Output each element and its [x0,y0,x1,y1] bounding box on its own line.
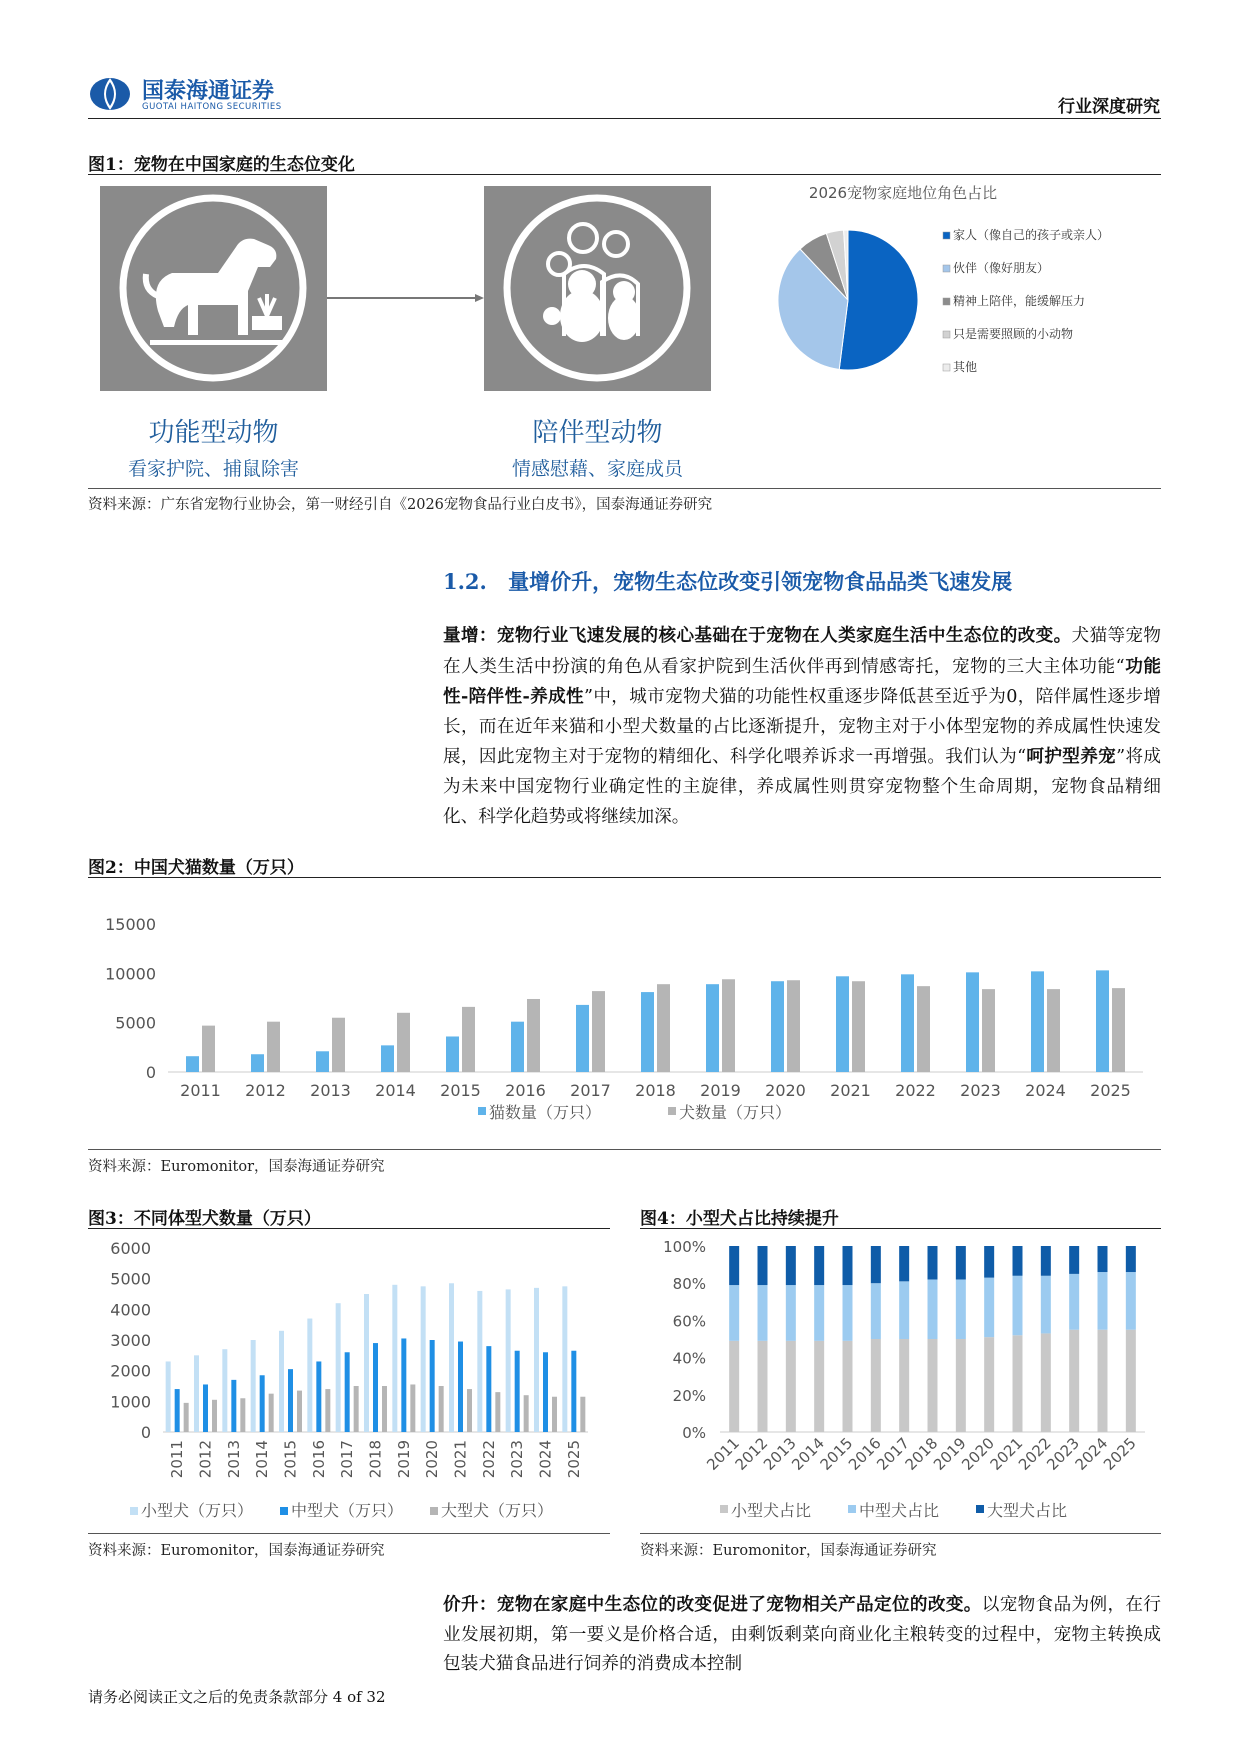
pie-legend-swatch [943,364,950,371]
stacked-bar-segment [814,1246,824,1285]
bar [1031,971,1044,1072]
y-tick-label: 4000 [110,1300,151,1320]
bar [552,1397,557,1432]
x-tick-label: 2022 [1014,1434,1055,1474]
x-tick-label: 2025 [1099,1434,1140,1474]
x-tick-label: 2018 [366,1440,385,1479]
fig2-title-divider [88,877,1161,878]
fig3-title-divider [88,1228,610,1229]
x-tick-label: 2017 [338,1440,357,1479]
legend-swatch [848,1505,856,1513]
stacked-bar-segment [1013,1246,1023,1276]
x-tick-label: 2011 [168,1440,187,1479]
logo [88,72,358,116]
family-pets-icon [484,186,711,391]
stacked-bar-segment [1126,1246,1136,1272]
bar [917,986,930,1072]
stacked-bar-segment [1126,1272,1136,1330]
paragraph-volume-lead: 量增：宠物行业飞速发展的核心基础在于宠物在人类家庭生活中生态位的改变。 [443,625,1072,646]
legend-label: 中型犬（万只） [291,1501,404,1520]
stacked-bar-segment [758,1341,768,1432]
bar [458,1342,463,1432]
bar [194,1355,199,1432]
stacked-bar-segment [1098,1272,1108,1330]
bar [467,1389,472,1432]
x-tick-label: 2021 [830,1081,871,1100]
fig4-title: 图4：小型犬占比持续提升 [640,1209,839,1229]
section-number: 1.2. [443,569,487,594]
x-tick-label: 2019 [700,1081,741,1100]
x-tick-label: 2011 [180,1081,221,1100]
pie-legend-label: 只是需要照顾的小动物 [953,327,1074,341]
bar [202,1026,215,1072]
legend-swatch [430,1507,438,1515]
stacked-bar-segment [1098,1246,1108,1272]
x-tick-label: 2016 [844,1434,885,1474]
legend-label: 猫数量（万只） [489,1103,602,1122]
x-tick-label: 2017 [570,1081,611,1100]
bar [203,1384,208,1432]
bar [1096,970,1109,1072]
paragraph-price [443,1590,1161,1680]
legend-swatch [478,1107,486,1115]
y-tick-label: 3000 [110,1331,151,1350]
bar [186,1056,199,1072]
bar [260,1375,265,1432]
paragraph-volume-bold-1: 功能性-陪伴性-养成性 [443,655,1161,708]
bar [511,1022,524,1072]
x-tick-label: 2022 [895,1081,936,1100]
stacked-bar-segment [1041,1333,1051,1432]
fig1-source-divider [88,488,1161,489]
pie-legend-swatch [943,232,950,239]
legend-swatch [130,1507,138,1515]
bar [401,1338,406,1432]
bar [421,1286,426,1432]
stacked-bar-segment [1069,1274,1079,1330]
paragraph-volume-bold-2: 呵护型养宠 [1026,746,1117,768]
bar [722,979,735,1072]
stacked-bar-segment [1041,1246,1051,1276]
bar [852,981,865,1072]
bar [382,1386,387,1432]
fig4-source: 资料来源：Euromonitor，国泰海通证券研究 [640,1543,937,1559]
logo-icon [88,72,134,116]
pie-legend-swatch [943,298,950,305]
paragraph-volume [443,621,1161,832]
paragraph-volume-text-2: ”中，城市宠物犬猫的功能性权重逐步降低甚至近乎为0，陪伴属性逐步增长，而在近年来猫和小型犬数量的占比逐渐提升，宠物主对于小体型宠物的养成属性快速发展，因此宠物主对于宠物的精细化、科学化喂养诉求一再增强。我们认为“ [443,687,1161,768]
legend-swatch [976,1505,984,1513]
fig2-source: 资料来源：Euromonitor，国泰海通证券研究 [88,1159,385,1175]
stacked-bar-segment [786,1341,796,1432]
stacked-bar-segment [984,1246,994,1278]
bar [267,1022,280,1072]
bar [1047,989,1060,1072]
legend-swatch [668,1107,676,1115]
legend-swatch [280,1507,288,1515]
y-tick-label: 6000 [110,1239,151,1258]
stacked-bar-segment [984,1278,994,1338]
x-tick-label: 2013 [759,1434,800,1474]
bar [515,1351,520,1432]
stacked-bar-segment [899,1281,909,1339]
bar [373,1343,378,1432]
y-tick-label: 1000 [110,1392,151,1412]
bar [462,1007,475,1072]
legend-label: 小型犬（万只） [141,1501,254,1520]
bar [332,1018,345,1072]
bar [297,1391,302,1432]
bar [345,1352,350,1432]
stacked-bar-segment [928,1279,938,1339]
stacked-bar-segment [871,1339,881,1432]
evolution-arrow [327,287,484,295]
bar [269,1394,274,1432]
stacked-bar-segment [1098,1330,1108,1432]
stacked-bar-segment [928,1246,938,1279]
section-title: 量增价升，宠物生态位改变引领宠物食品品类飞速发展 [508,569,1013,594]
stacked-bar-segment [814,1285,824,1341]
functional-animal-image [100,186,327,391]
stacked-bar-segment [729,1246,739,1285]
y-tick-label: 15000 [105,915,156,934]
bar [901,974,914,1072]
x-tick-label: 2012 [731,1434,772,1474]
bar [576,1005,589,1072]
x-tick-label: 2020 [765,1081,806,1100]
bar [486,1346,491,1432]
bar [657,984,670,1072]
fig2-title: 图2：中国犬猫数量（万只） [88,858,304,878]
report-type: 行业深度研究 [1058,97,1160,117]
bar [966,972,979,1072]
paragraph-volume-text-1: 犬猫等宠物在人类生活中扮演的角色从看家护院到生活伙伴再到情感寄托，宠物的三大主体功能“ [443,626,1161,677]
y-tick-label: 100% [663,1238,706,1256]
stacked-bar-segment [1013,1335,1023,1432]
fig3-chart [88,1230,610,1530]
y-tick-label: 2000 [110,1361,151,1381]
x-tick-label: 2020 [958,1434,998,1474]
stacked-bar-segment [956,1246,966,1279]
legend-label: 中型犬占比 [859,1501,940,1520]
bar [240,1398,245,1432]
bar [288,1369,293,1432]
legend-label: 小型犬占比 [731,1501,812,1520]
functional-animal-desc: 看家护院、捕鼠除害 [127,458,299,480]
stacked-bar-segment [899,1339,909,1432]
y-tick-label: 40% [672,1349,706,1368]
x-tick-label: 2020 [423,1440,442,1479]
bar [477,1291,482,1432]
bar [706,984,719,1072]
stacked-bar-segment [758,1285,768,1341]
stacked-bar-segment [814,1341,824,1432]
y-tick-label: 0% [682,1424,706,1442]
x-tick-label: 2019 [929,1434,970,1474]
pie-slice [839,230,918,370]
header-divider [88,118,1161,119]
stacked-bar-segment [984,1337,994,1432]
logo-en: GUOTAI HAITONG SECURITIES [142,102,282,112]
stacked-bar-segment [1126,1330,1136,1432]
x-tick-label: 2014 [253,1440,272,1479]
y-tick-label: 80% [672,1275,706,1294]
x-tick-label: 2015 [281,1440,300,1479]
stacked-bar-segment [786,1285,796,1341]
dog-icon [100,186,327,391]
bar [166,1361,171,1432]
functional-animal-label: 功能型动物 [148,418,279,448]
bar [307,1319,312,1432]
x-tick-label: 2014 [375,1081,416,1100]
bar [222,1349,227,1432]
pie-legend-swatch [943,331,950,338]
fig4-chart [640,1230,1161,1530]
x-tick-label: 2012 [196,1440,215,1479]
bar [543,1352,548,1432]
x-tick-label: 2013 [310,1081,351,1100]
bar [392,1285,397,1432]
logo-cn: 国泰海通证券 [142,79,275,104]
x-tick-label: 2021 [986,1434,1027,1474]
bar [592,991,605,1072]
fig4-source-divider [640,1533,1161,1534]
x-tick-label: 2022 [479,1440,498,1479]
fig3-title: 图3：不同体型犬数量（万只） [88,1209,321,1229]
bar [279,1331,284,1432]
bar [381,1045,394,1072]
bar [580,1397,585,1432]
y-tick-label: 0 [145,1063,156,1082]
bar [430,1340,435,1432]
bar [184,1403,189,1432]
x-tick-label: 2018 [635,1081,676,1100]
fig2-source-divider [88,1149,1161,1150]
pie-legend-label: 伙伴（像好朋友） [953,261,1050,275]
stacked-bar-segment [1069,1246,1079,1274]
x-tick-label: 2016 [505,1081,546,1100]
legend-label: 大型犬占比 [987,1501,1068,1520]
bar [364,1294,369,1432]
stacked-bar-segment [899,1246,909,1281]
bar [397,1013,410,1072]
x-tick-label: 2024 [536,1440,555,1479]
stacked-bar-segment [729,1341,739,1432]
fig1-source: 资料来源：广东省宠物行业协会，第一财经引自《2026宠物食品行业白皮书》，国泰海通证券研究 [88,497,713,513]
bar [506,1289,511,1432]
stacked-bar-segment [956,1279,966,1339]
stacked-bar-segment [786,1246,796,1285]
bar [1112,988,1125,1072]
y-tick-label: 20% [672,1386,706,1405]
footer-disclaimer: 请务必阅读正文之后的免责条款部分 4 of 32 [88,1688,386,1706]
pie-legend-swatch [943,265,950,272]
stacked-bar-segment [729,1285,739,1341]
legend-label: 大型犬（万只） [441,1501,554,1520]
fig3-source: 资料来源：Euromonitor，国泰海通证券研究 [88,1543,385,1559]
pie-legend-label: 家人（像自己的孩子或亲人） [953,228,1110,242]
x-tick-label: 2023 [960,1081,1001,1100]
x-tick-label: 2025 [564,1440,583,1479]
y-tick-label: 5000 [110,1269,151,1289]
y-tick-label: 0 [140,1423,151,1442]
x-tick-label: 2016 [309,1440,328,1479]
fig1-title-divider [88,174,1161,175]
stacked-bar-segment [843,1246,853,1285]
companion-animal-label: 陪伴型动物 [532,418,663,448]
legend-label: 犬数量（万只） [679,1103,792,1122]
bar [251,1340,256,1432]
bar [982,989,995,1072]
pie-title: 2026宠物家庭地位角色占比 [808,184,998,202]
bar [316,1361,321,1432]
bar [251,1054,264,1072]
pie-legend-label: 其他 [953,360,978,374]
bar [787,980,800,1072]
bar [641,992,654,1072]
fig2-chart [88,880,1161,1148]
bar [449,1283,454,1432]
x-tick-label: 2024 [1025,1081,1066,1100]
bar [212,1400,217,1432]
stacked-bar-segment [843,1341,853,1432]
x-tick-label: 2013 [224,1440,243,1479]
bar [527,999,540,1072]
bar [410,1384,415,1432]
section-heading [443,566,1012,596]
companion-animal-image [484,186,711,391]
bar [316,1051,329,1072]
x-tick-label: 2012 [245,1081,286,1100]
stacked-bar-segment [1069,1330,1079,1432]
bar [175,1389,180,1432]
companion-animal-desc: 情感慰藉、家庭成员 [511,458,683,480]
fig3-source-divider [88,1533,610,1534]
bar [439,1386,444,1432]
bar [354,1386,359,1432]
x-tick-label: 2015 [816,1434,857,1474]
x-tick-label: 2023 [508,1440,527,1479]
bar [571,1351,576,1432]
pie-chart [738,178,1163,400]
stacked-bar-segment [871,1283,881,1339]
stacked-bar-segment [956,1339,966,1432]
bar [534,1288,539,1432]
stacked-bar-segment [1013,1276,1023,1336]
y-tick-label: 10000 [105,964,156,984]
bar [336,1303,341,1432]
x-tick-label: 2017 [873,1434,913,1474]
x-tick-label: 2018 [901,1434,942,1474]
x-tick-label: 2021 [451,1440,470,1479]
bar [836,976,849,1072]
bar [495,1392,500,1432]
paragraph-volume-text-3: ”将成为未来中国宠物行业确定性的主旋律，养成属性则贯穿宠物整个生命周期，宠物食品精细化、科学化趋势或将继续加深。 [443,747,1161,827]
stacked-bar-segment [1041,1276,1051,1334]
paragraph-price-lead: 价升：宠物在家庭中生态位的改变促进了宠物相关产品定位的改变。 [443,1594,982,1615]
y-tick-label: 60% [672,1312,706,1331]
x-tick-label: 2014 [788,1434,828,1474]
x-tick-label: 2019 [394,1440,413,1479]
fig4-title-divider [640,1228,1161,1229]
bar [524,1395,529,1432]
bar [231,1380,236,1432]
x-tick-label: 2024 [1071,1434,1112,1474]
pie-legend-label: 精神上陪伴，能缓解压力 [953,294,1086,308]
x-tick-label: 2023 [1043,1434,1083,1474]
fig1-title: 图1：宠物在中国家庭的生态位变化 [88,155,355,175]
bar [446,1036,459,1072]
stacked-bar-segment [871,1246,881,1283]
x-tick-label: 2025 [1090,1081,1131,1100]
bar [562,1286,567,1432]
x-tick-label: 2015 [440,1081,481,1100]
bar [771,981,784,1072]
bar [325,1389,330,1432]
y-tick-label: 5000 [115,1013,156,1033]
stacked-bar-segment [843,1285,853,1341]
stacked-bar-segment [928,1339,938,1432]
stacked-bar-segment [758,1246,768,1285]
paragraph-price-text: 以宠物食品为例，在行业发展初期，第一要义是价格合适，由剩饭剩菜向商业化主粮转变的过程中，宠物主转换成包装犬猫食品进行饲养的消费成本控制 [443,1595,1161,1675]
x-tick-label: 2011 [703,1434,743,1474]
legend-swatch [720,1505,728,1513]
